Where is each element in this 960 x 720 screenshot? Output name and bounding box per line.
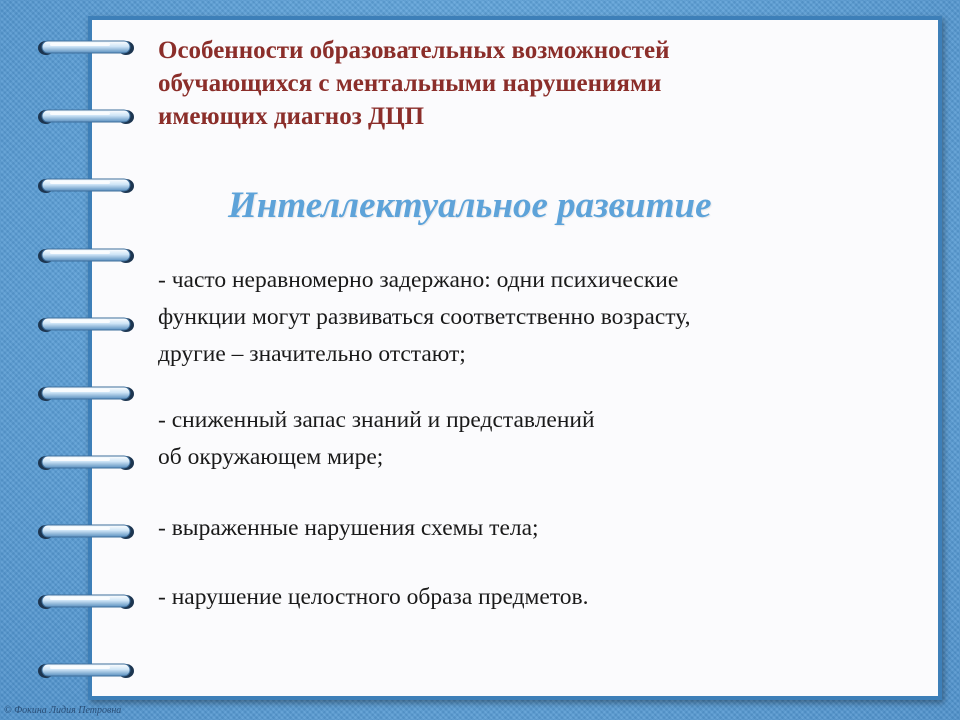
list-item: - выраженные нарушения схемы тела; — [158, 515, 539, 541]
section-subtitle: Интеллектуальное развитие — [228, 185, 712, 226]
list-item: - часто неравномерно задержано: одни психические функции могут развиваться соответственно возрасту, другие – значительно отстают; — [158, 267, 691, 367]
spiral-binding-ring-icon — [36, 453, 136, 471]
spiral-binding-ring-icon — [36, 38, 136, 56]
spiral-binding-ring-icon — [36, 176, 136, 194]
spiral-binding-ring-icon — [36, 661, 136, 679]
spiral-binding-ring-icon — [36, 384, 136, 402]
list-item: - нарушение целостного образа предметов. — [158, 584, 589, 610]
spiral-binding-ring-icon — [36, 315, 136, 333]
list-item: - сниженный запас знаний и представлений об окружающем мире; — [158, 407, 595, 470]
spiral-binding-ring-icon — [36, 107, 136, 125]
slide-title: Особенности образовательных возможностей обучающихся с ментальными нарушениями имеющих диагноз ДЦП — [158, 37, 670, 130]
copyright-text: © Фокина Лидия Петровна — [4, 705, 122, 716]
spiral-binding-ring-icon — [36, 592, 136, 610]
spiral-binding-ring-icon — [36, 522, 136, 540]
spiral-binding-ring-icon — [36, 246, 136, 264]
